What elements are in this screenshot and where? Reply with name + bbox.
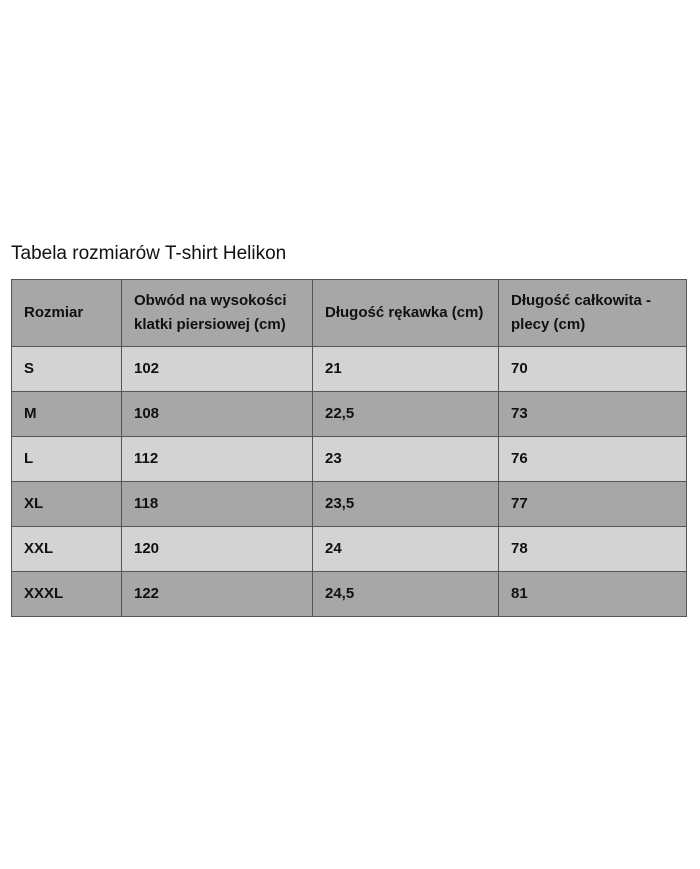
size-cell: L: [12, 437, 122, 482]
chest-cell: 112: [122, 437, 313, 482]
length-cell: 77: [499, 482, 687, 527]
length-cell: 76: [499, 437, 687, 482]
column-header-length: Długość całkowita - plecy (cm): [499, 280, 687, 347]
size-table: [11, 279, 687, 617]
page-title: Tabela rozmiarów T-shirt Helikon: [11, 243, 287, 264]
chest-cell: 122: [122, 572, 313, 617]
sleeve-cell: 21: [313, 347, 499, 392]
chest-cell: 108: [122, 392, 313, 437]
chest-cell: 118: [122, 482, 313, 527]
column-header-size: Rozmiar: [12, 280, 122, 347]
size-cell: XXXL: [12, 572, 122, 617]
sleeve-cell: 23: [313, 437, 499, 482]
size-cell: XXL: [12, 527, 122, 572]
length-cell: 70: [499, 347, 687, 392]
table-row: [12, 392, 687, 437]
table-row: [12, 347, 687, 392]
chest-cell: 120: [122, 527, 313, 572]
sleeve-cell: 22,5: [313, 392, 499, 437]
table-row: [12, 527, 687, 572]
length-cell: 81: [499, 572, 687, 617]
table-row: [12, 572, 687, 617]
sleeve-cell: 24: [313, 527, 499, 572]
size-cell: M: [12, 392, 122, 437]
length-cell: 78: [499, 527, 687, 572]
column-header-sleeve: Długość rękawka (cm): [313, 280, 499, 347]
sleeve-cell: 24,5: [313, 572, 499, 617]
size-cell: S: [12, 347, 122, 392]
table-row: [12, 437, 687, 482]
chest-cell: 102: [122, 347, 313, 392]
length-cell: 73: [499, 392, 687, 437]
table-header-row: [12, 280, 687, 347]
size-cell: XL: [12, 482, 122, 527]
table-row: [12, 482, 687, 527]
sleeve-cell: 23,5: [313, 482, 499, 527]
column-header-chest: Obwód na wysokości klatki piersiowej (cm): [122, 280, 313, 347]
